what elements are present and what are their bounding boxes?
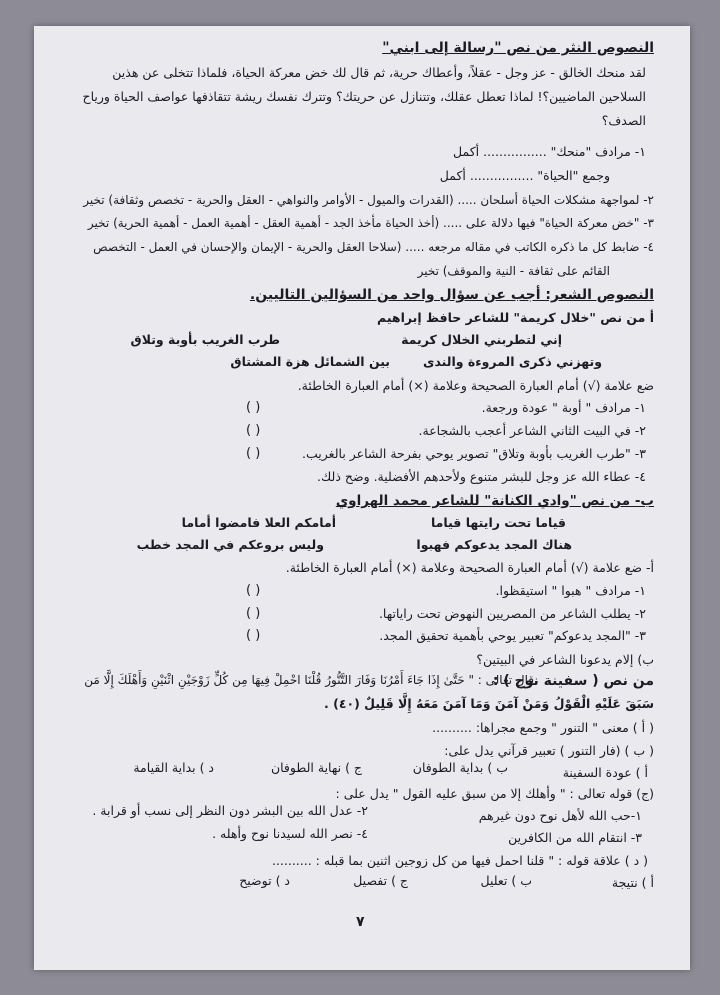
noah-c-option-4[interactable]: ٤- نصر الله لسيدنا نوح وأهله . bbox=[212, 826, 368, 841]
poetry-a-verse-1-second: طرب الغريب بأوبة وتلاق bbox=[130, 332, 280, 347]
noah-d-option-b[interactable]: ب ) تعليل bbox=[480, 873, 532, 888]
poetry-b-item-2: ٢- يطلب الشاعر من المصريين النهوض تحت راياتها. bbox=[378, 606, 646, 621]
answer-paren[interactable]: ( ) bbox=[246, 606, 261, 621]
prose-question-3: ٣- "خض معركة الحياة" فيها دلالة على ..... (أخذ الحياة مأخذ الجد - أهمية العقل - أهمية العمل - أهمية الحرية) تخير bbox=[87, 216, 654, 230]
prose-question-4b: القائم على ثقافة - النية والموقف) تخير bbox=[417, 264, 610, 278]
noah-question-c: (ج) قوله تعالى : " وأهلك إلا من سبق عليه القول " يدل على : bbox=[335, 786, 654, 801]
answer-paren[interactable]: ( ) bbox=[246, 423, 261, 438]
noah-d-option-a[interactable]: أ ) نتيجة bbox=[611, 875, 654, 890]
noah-verse-line-2: سَبَقَ عَلَيْهِ الْقَوْلُ وَمَنْ آمَنَ وَمَا آمَنَ مَعَهُ إِلَّا قَلِيلٌ (٤٠) . bbox=[324, 696, 654, 711]
noah-b-option-d[interactable]: د ) بداية القيامة bbox=[133, 760, 214, 775]
poetry-b-verse-1-first: قياما تحت رايتها قياما bbox=[430, 515, 566, 530]
noah-c-option-1[interactable]: ١-حب الله لأهل نوح دون غيرهم bbox=[478, 808, 642, 823]
noah-b-option-a[interactable]: أ ) عودة السفينة bbox=[562, 765, 648, 780]
prose-section-title: النصوص النثر من نص "رسالة إلى ابني" bbox=[382, 40, 654, 56]
poetry-a-instruction: ضع علامة (√) أمام العبارة الصحيحة وعلامة (×) أمام العبارة الخاطئة. bbox=[297, 378, 654, 393]
prose-question-4a: ٤- ضابط كل ما ذكره الكاتب في مقاله مرجعه ..... (سلاحا العقل والحرية - الإيمان والإحسان في العمل - التخصص bbox=[93, 240, 654, 254]
poetry-a-item-2: ٢- في البيت الثاني الشاعر أعجب بالشجاعة. bbox=[418, 423, 646, 438]
answer-paren[interactable]: ( ) bbox=[246, 400, 261, 415]
prose-passage-line-2: السلاحين الماضيين؟! لماذا تعطل عقلك، وتتنازل عن حريتك؟ وتترك نفسك ريشة تتقاذفها عواصف الحياة ورياح bbox=[82, 89, 646, 104]
prose-question-1b: وجمع "الحياة" ................ أكمل bbox=[439, 168, 610, 183]
noah-d-option-d[interactable]: د ) توضيح bbox=[239, 873, 290, 888]
poetry-a-verse-2-first: وتهزني ذكرى المروءة والندى bbox=[422, 354, 602, 369]
poetry-b-item-1: ١- مرادف " هبوا " استيقظوا. bbox=[495, 583, 646, 598]
noah-c-option-2[interactable]: ٢- عدل الله بين البشر دون النظر إلى نسب أو قرابة . bbox=[92, 803, 368, 818]
answer-paren[interactable]: ( ) bbox=[246, 628, 261, 643]
poetry-b-verse-2-second: وليس بروعكم في المجد خطب bbox=[136, 537, 324, 552]
noah-section-title: من نص ( سفينة نوح ) : bbox=[492, 673, 654, 689]
noah-question-d: ( د ) علاقة قوله : " قلنا احمل فيها من كل زوجين اثنين بما قبله : .......... bbox=[271, 853, 648, 868]
poetry-a-question-4: ٤- عطاء الله عز وجل للبشر متنوع ولأحدهم الأفضلية. وضح ذلك. bbox=[317, 469, 646, 484]
poetry-b-question: ب) إلام يدعونا الشاعر في البيتين؟ bbox=[476, 652, 654, 667]
prose-passage-line-3: الصدف؟ bbox=[601, 113, 646, 128]
answer-paren[interactable]: ( ) bbox=[246, 446, 261, 461]
poetry-a-verse-2-second: بين الشمائل هزة المشتاق bbox=[230, 354, 390, 369]
poetry-a-item-1: ١- مرادف " أوبة " عودة ورجعة. bbox=[481, 400, 646, 415]
poetry-a-item-3: ٣- "طرب الغريب بأوبة وتلاق" تصوير يوحي بفرحة الشاعر بالغريب. bbox=[302, 446, 646, 461]
prose-question-2: ٢- لمواجهة مشكلات الحياة أسلحان ..... (القدرات والميول - الأوامر والنواهي - العقل والحرية - تخصص وثقافة) تخير bbox=[83, 193, 654, 207]
prose-passage-line-1: لقد منحك الخالق - عز وجل - عقلاً، وأعطاك حرية، ثم قال لك خض معركة الحياة، فلماذا تتخلى عن هذين bbox=[112, 65, 646, 80]
noah-question-b: ( ب ) (فار التنور ) تعبير قرآني يدل على: bbox=[444, 743, 654, 758]
noah-verse-line-1: قال تعالى : " حَتَّىٰ إِذَا جَاءَ أَمْرُنَا وَفَارَ التَّنُّورُ قُلْنَا احْمِلْ فِيهَا مِن كُلٍّ زَوْجَيْنِ اثْنَيْنِ وَأَهْلَكَ إِلَّا مَن bbox=[84, 673, 534, 687]
noah-c-option-3[interactable]: ٣- انتقام الله من الكافرين bbox=[508, 830, 642, 845]
poetry-a-title: أ من نص "خلال كريمة" للشاعر حافظ إبراهيم bbox=[377, 310, 654, 325]
prose-question-1a: ١- مرادف "منحك" ................ أكمل bbox=[453, 144, 646, 159]
poetry-b-instruction: أ- ضع علامة (√) أمام العبارة الصحيحة وعلامة (×) أمام العبارة الخاطئة. bbox=[285, 560, 654, 575]
noah-b-option-b[interactable]: ب ) بداية الطوفان bbox=[412, 760, 508, 775]
noah-d-option-c[interactable]: ج ) تفصيل bbox=[353, 873, 408, 888]
noah-question-a: ( أ ) معنى " التنور " وجمع مجراها: .......... bbox=[432, 720, 654, 735]
poetry-section-title: النصوص الشعر: أجب عن سؤال واحد من السؤالين التاليين. bbox=[249, 287, 654, 303]
poetry-b-item-3: ٣- "المجد يدعوكم" تعبير يوحي بأهمية تحقيق المجد. bbox=[379, 628, 646, 643]
poetry-b-verse-2-first: هناك المجد يدعوكم فهبوا bbox=[416, 537, 572, 552]
page-number: ٧ bbox=[356, 914, 365, 930]
answer-paren[interactable]: ( ) bbox=[246, 583, 261, 598]
poetry-b-verse-1-second: أمامكم العلا فامضوا أماما bbox=[181, 515, 336, 530]
noah-b-option-c[interactable]: ج ) نهاية الطوفان bbox=[270, 760, 362, 775]
poetry-a-verse-1-first: إني لتطربني الخلال كريمة bbox=[401, 332, 562, 347]
poetry-b-title: ب- من نص "وادي الكنانة" للشاعر محمد الهراوي bbox=[335, 493, 654, 509]
